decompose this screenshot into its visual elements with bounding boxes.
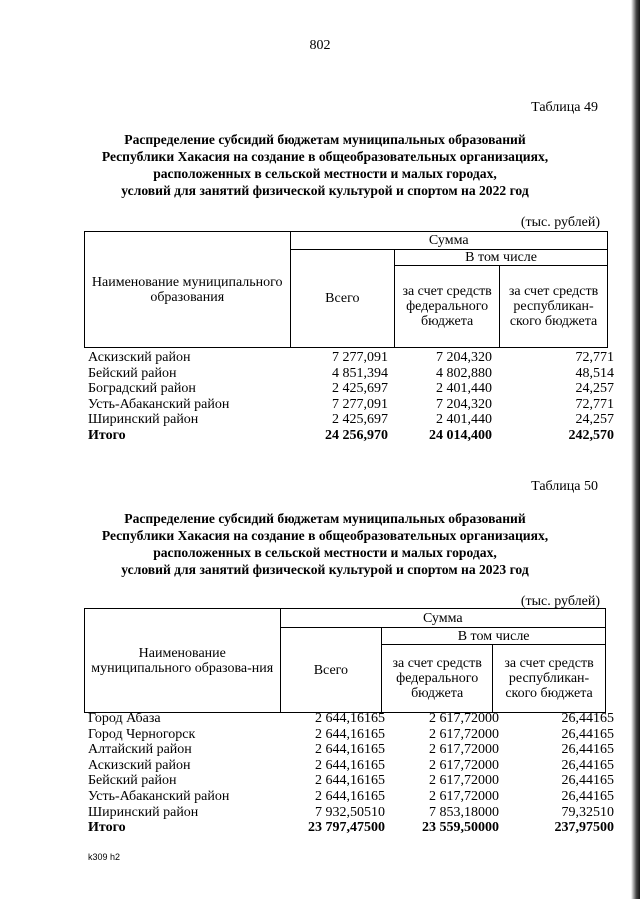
table-row [88, 711, 614, 727]
row-republic: 48,514 [575, 365, 614, 381]
row-republic: 242,570 [568, 427, 614, 443]
table-body [88, 711, 614, 836]
table-row [88, 805, 614, 821]
row-federal: 7 204,320 [436, 396, 492, 412]
table-header [84, 608, 606, 713]
row-republic: 26,44165 [561, 726, 614, 742]
row-republic: 237,97500 [554, 820, 614, 836]
scan-edge [631, 0, 640, 899]
header-federal: за счет средств федерального бюджета [395, 266, 500, 348]
total-row [88, 428, 614, 444]
row-republic: 26,44165 [561, 711, 614, 726]
row-name: Аскизский район [88, 757, 191, 773]
row-name: Ширинский район [88, 412, 199, 428]
units-label: (тыс. рублей) [520, 594, 600, 609]
title-line: расположенных в сельской местности и малых городах, [153, 545, 497, 560]
row-total: 24 256,970 [325, 427, 388, 443]
table-row [88, 773, 614, 789]
footer-code: k309 h2 [88, 852, 121, 862]
row-republic: 26,44165 [561, 788, 614, 804]
row-name: Усть-Абаканский район [88, 788, 230, 804]
row-total: 2 644,16165 [315, 711, 385, 726]
table-caption: Таблица 49 [531, 100, 598, 115]
title-line: Распределение субсидий бюджетам муниципальных образований [124, 511, 526, 526]
table-row [88, 758, 614, 774]
table-row [88, 366, 614, 382]
table-row [88, 350, 614, 366]
row-total: 2 644,16165 [315, 726, 385, 742]
row-republic: 26,44165 [561, 757, 614, 773]
row-federal: 2 617,72000 [429, 773, 499, 789]
title-line: Распределение субсидий бюджетам муниципальных образований [124, 132, 526, 147]
row-federal: 2 401,440 [436, 412, 492, 428]
header-total: Всего [280, 628, 382, 713]
title-line: Республики Хакасия на создание в общеобразовательных организациях, [101, 528, 549, 543]
table-row [88, 789, 614, 805]
table-row [88, 742, 614, 758]
row-name: Бейский район [88, 365, 177, 381]
row-federal: 7 204,320 [436, 350, 492, 365]
row-total: 2 425,697 [332, 412, 388, 428]
row-name: Усть-Абаканский район [88, 396, 230, 412]
row-name: Бейский район [88, 773, 177, 789]
units-label: (тыс. рублей) [520, 215, 600, 230]
row-total: 4 851,394 [332, 365, 388, 381]
row-republic: 72,771 [575, 396, 614, 412]
header-name: Наименование муниципального образования [85, 232, 291, 348]
header-name: Наименование муниципального образова-ния [85, 609, 281, 713]
row-total: 2 644,16165 [315, 788, 385, 804]
row-federal: 2 617,72000 [429, 757, 499, 773]
row-federal: 2 617,72000 [429, 726, 499, 742]
table-row [88, 412, 614, 428]
row-total: 7 932,50510 [315, 804, 385, 820]
table-row [88, 381, 614, 397]
row-federal: 7 853,18000 [429, 804, 499, 820]
row-total: 2 644,16165 [315, 742, 385, 758]
row-name: Итого [88, 820, 126, 836]
row-name: Ширинский район [88, 804, 199, 820]
row-republic: 24,257 [575, 381, 614, 397]
row-republic: 72,771 [575, 350, 614, 365]
row-total: 7 277,091 [332, 350, 388, 365]
row-name: Боградский район [88, 381, 196, 397]
row-federal: 4 802,880 [436, 365, 492, 381]
row-total: 7 277,091 [332, 396, 388, 412]
row-name: Алтайский район [88, 742, 192, 758]
row-total: 2 644,16165 [315, 757, 385, 773]
table-header [84, 231, 608, 348]
table-title [60, 510, 590, 578]
row-republic: 24,257 [575, 412, 614, 428]
row-federal: 2 617,72000 [429, 742, 499, 758]
row-federal: 2 401,440 [436, 381, 492, 397]
header-incl: В том числе [395, 250, 608, 266]
header-sum: Сумма [280, 609, 605, 628]
table-row [88, 397, 614, 413]
page-number: 802 [309, 38, 331, 53]
row-federal: 2 617,72000 [429, 788, 499, 804]
header-republic: за счет средств республикан-ского бюджета [493, 645, 606, 713]
row-republic: 26,44165 [561, 742, 614, 758]
table-body [88, 350, 614, 444]
row-republic: 79,32510 [561, 804, 614, 820]
row-republic: 26,44165 [561, 773, 614, 789]
row-federal: 24 014,400 [429, 427, 492, 443]
title-line: условий для занятий физической культурой и спортом на 2023 год [121, 562, 529, 577]
row-total: 2 425,697 [332, 381, 388, 397]
table-caption: Таблица 50 [531, 479, 598, 494]
row-federal: 23 559,50000 [422, 820, 499, 836]
row-federal: 2 617,72000 [429, 711, 499, 726]
row-name: Итого [88, 427, 126, 443]
row-total: 23 797,47500 [308, 820, 385, 836]
title-line: Республики Хакасия на создание в общеобразовательных организациях, [101, 149, 549, 164]
table-title [60, 131, 590, 199]
header-federal: за счет средств федерального бюджета [382, 645, 493, 713]
row-total: 2 644,16165 [315, 773, 385, 789]
row-name: Город Абаза [88, 711, 161, 726]
header-republic: за счет средств республикан-ского бюджета [500, 266, 608, 348]
header-total: Всего [290, 250, 395, 348]
header-incl: В том числе [382, 628, 606, 645]
row-name: Город Черногорск [88, 726, 196, 742]
total-row [88, 820, 614, 836]
table-row [88, 727, 614, 743]
row-name: Аскизский район [88, 350, 191, 365]
header-sum: Сумма [290, 232, 608, 250]
title-line: условий для занятий физической культурой и спортом на 2022 год [121, 183, 529, 198]
title-line: расположенных в сельской местности и малых городах, [153, 166, 497, 181]
